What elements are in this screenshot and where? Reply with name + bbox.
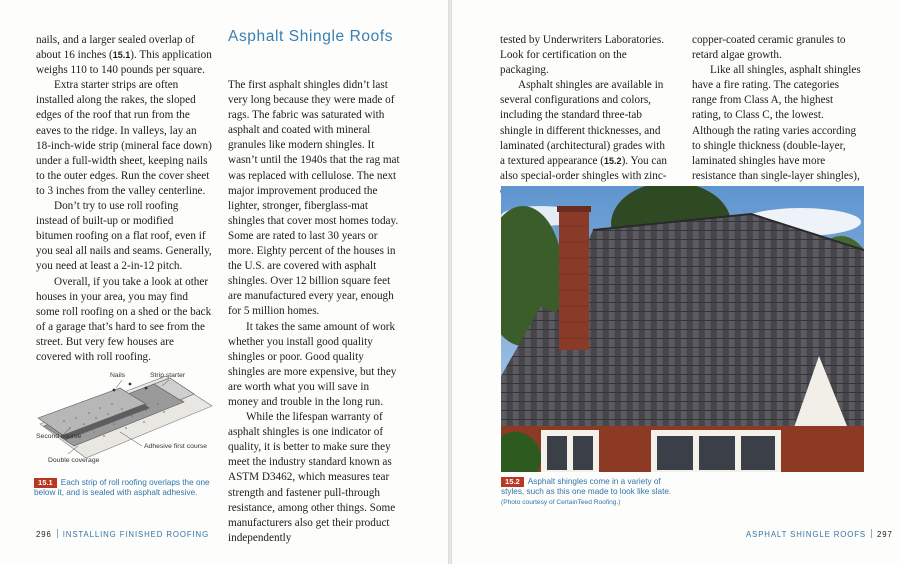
window-pane — [699, 436, 735, 470]
caption-text: Each strip of roll roofing overlaps the one below it, and is sealed with asphalt adhesive. — [34, 478, 210, 498]
label-adhesive: Adhesive first course — [144, 443, 208, 450]
roof-illustration — [501, 186, 864, 472]
figure-number-badge: 15.2 — [501, 477, 524, 487]
paragraph: Like all shingles, asphalt shingles have a fire rating. The categories range from Class A, the highest rating, to Class C, the lowest. Although the rating varies according to shingle thickness (double-layer, laminated shingles have more resistance than single-layer shingles), — [692, 64, 861, 182]
page-footer — [746, 529, 893, 539]
label-second-course: Second course — [36, 433, 82, 440]
paragraph: Extra starter strips are often installed along the rakes, the sloped edges of the roof that run from the eaves to the ridge. In valleys, lay an 18-inch-wide strip (mineral face down) under a full-width sheet, keeping nails to the outer edges. Run the cover sheet to 3 inches from the valley centerline. — [36, 79, 212, 197]
paragraph: Asphalt shingles are available in several configurations and colors, including the standard three-tab shingle in different thicknesses, and laminated (architectural) grades with a textured appearance (15.2). You can also special-order shingles with zinc- — [500, 79, 667, 182]
right-column-2 — [692, 33, 864, 184]
photo-credit: (Photo courtesy of CertainTeed Roofing.) — [501, 498, 621, 506]
window-pane — [741, 436, 775, 470]
folio-divider — [871, 529, 872, 538]
paragraph: tested by Underwriters Laboratories. Look for certification on the packaging. — [500, 34, 665, 77]
running-title: ASPHALT SHINGLE ROOFS — [746, 530, 866, 539]
chimney-cap — [557, 206, 591, 212]
paragraph: While the lifespan warranty of asphalt shingles is one indicator of quality, it is better to make sure they meet the industry standard known as ASTM D3462, which measures tear strength and fastener pull-through resistance, among other things. Some manufacturers also get their product independently — [228, 411, 396, 544]
right-column-1 — [500, 33, 670, 199]
page-number: 296 — [36, 530, 52, 539]
left-column-2 — [228, 78, 402, 546]
label-double-coverage: Double coverage — [48, 457, 100, 464]
caption-text: Asphalt shingles come in a variety of styles, such as this one made to look like slate. — [501, 477, 672, 497]
window-pane — [657, 436, 693, 470]
page-number: 297 — [877, 530, 893, 539]
paragraph: Don’t try to use roll roofing instead of built-up or modified bitumen roofing on a flat roof, even if you seal all nails and seams. Generally, you need at least a 2-in-12 pitch. — [36, 200, 212, 273]
photo-caption — [501, 477, 676, 508]
folio-divider — [57, 529, 58, 538]
paragraph: copper-coated ceramic granules to retard algae growth. — [692, 34, 846, 62]
house-roof-photo — [501, 186, 864, 472]
window-pane — [547, 436, 567, 470]
running-title: INSTALLING FINISHED ROOFING — [62, 530, 210, 539]
label-nails: Nails — [110, 372, 126, 379]
paragraph: It takes the same amount of work whether you install good quality shingles or poor. Good quality shingles are more expensive, but they are worth what you will save in money and trouble in the long run. — [228, 320, 397, 408]
left-column-1 — [36, 33, 212, 365]
paragraph: nails, and a larger sealed overlap of about 16 inches (15.1). This application weighs 110 to 140 pounds per square. — [36, 34, 212, 77]
label-strip-starter: Strip starter — [150, 372, 186, 379]
figure-reference: 15.2 — [604, 155, 622, 166]
window-pane — [573, 436, 593, 470]
section-heading: Asphalt Shingle Roofs — [228, 28, 394, 45]
page-footer — [36, 529, 209, 539]
figure-reference: 15.1 — [112, 50, 131, 61]
figure-number-badge: 15.1 — [34, 478, 57, 488]
paragraph: Overall, if you take a look at other houses in your area, you may find some roll roofing on a shed or the back of a garage that’s hard to see from the street. But very few houses are covered with roll roofing. — [36, 275, 212, 363]
paragraph: The first asphalt shingles didn’t last very long because they were made of rags. The fabric was saturated with asphalt and coated with mineral granules like modern shingles. It wasn’t until the 1940s that the rag mat was replaced with cellulose. The next major improvement produced the lighter, stronger, fiberglass-mat shingles that cover most homes today. Some are rated to last 30 years or more. Eighty percent of the houses in the U.S. are covered with asphalt shingles. Over 12 billion square feet are manufactured every year, enough for 5 million homes. — [228, 79, 400, 318]
left-page — [0, 0, 448, 564]
figure-caption — [34, 478, 220, 499]
roll-roofing-diagram — [34, 366, 214, 478]
brick-chimney — [559, 210, 589, 350]
